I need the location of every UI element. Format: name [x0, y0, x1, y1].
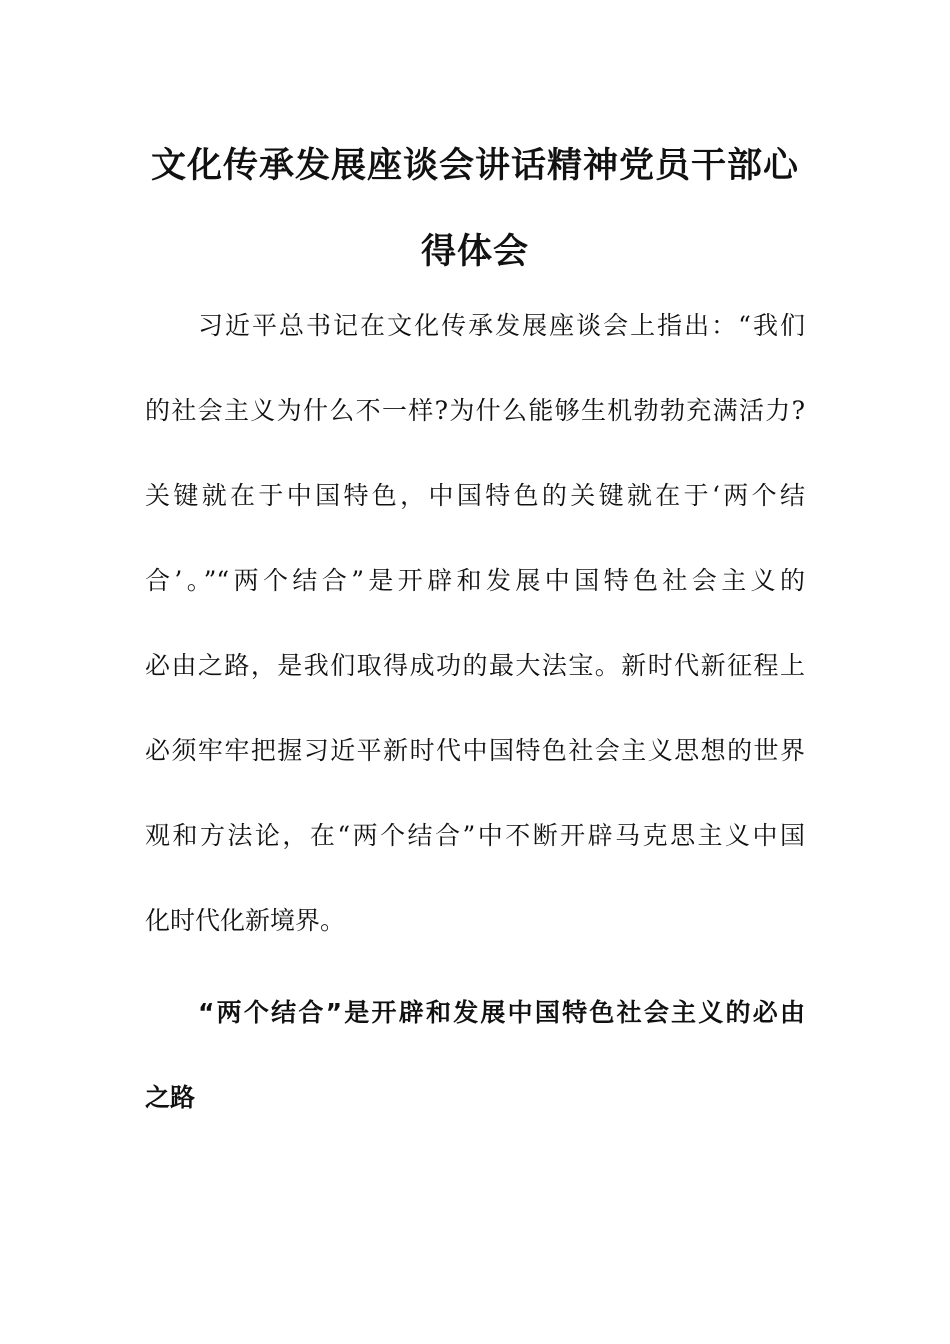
document-title-line-1: 文化传承发展座谈会讲话精神党员干部心: [150, 146, 799, 186]
paragraph-line: 习近平总书记在文化传承发展座谈会上指出：“我们: [198, 311, 805, 340]
section-heading-line-1: “两个结合”是开辟和发展中国特色社会主义的必由: [198, 998, 805, 1027]
section-heading-line-2: 之路: [145, 1083, 196, 1112]
paragraph-line: 观和方法论，在“两个结合”中不断开辟马克思主义中国: [145, 821, 805, 850]
paragraph-line: 必由之路，是我们取得成功的最大法宝。新时代新征程上: [145, 651, 805, 680]
paragraph-line: 的社会主义为什么不一样?为什么能够生机勃勃充满活力?: [145, 396, 805, 425]
paragraph-line: 化时代化新境界。: [145, 906, 346, 935]
paragraph-line: 必须牢牢把握习近平新时代中国特色社会主义思想的世界: [145, 736, 805, 765]
paragraph-line: 关键就在于中国特色，中国特色的关键就在于‘两个结: [145, 481, 805, 510]
document-title-line-2: 得体会: [420, 232, 529, 272]
paragraph-line: 合’。”“两个结合”是开辟和发展中国特色社会主义的: [145, 566, 805, 595]
